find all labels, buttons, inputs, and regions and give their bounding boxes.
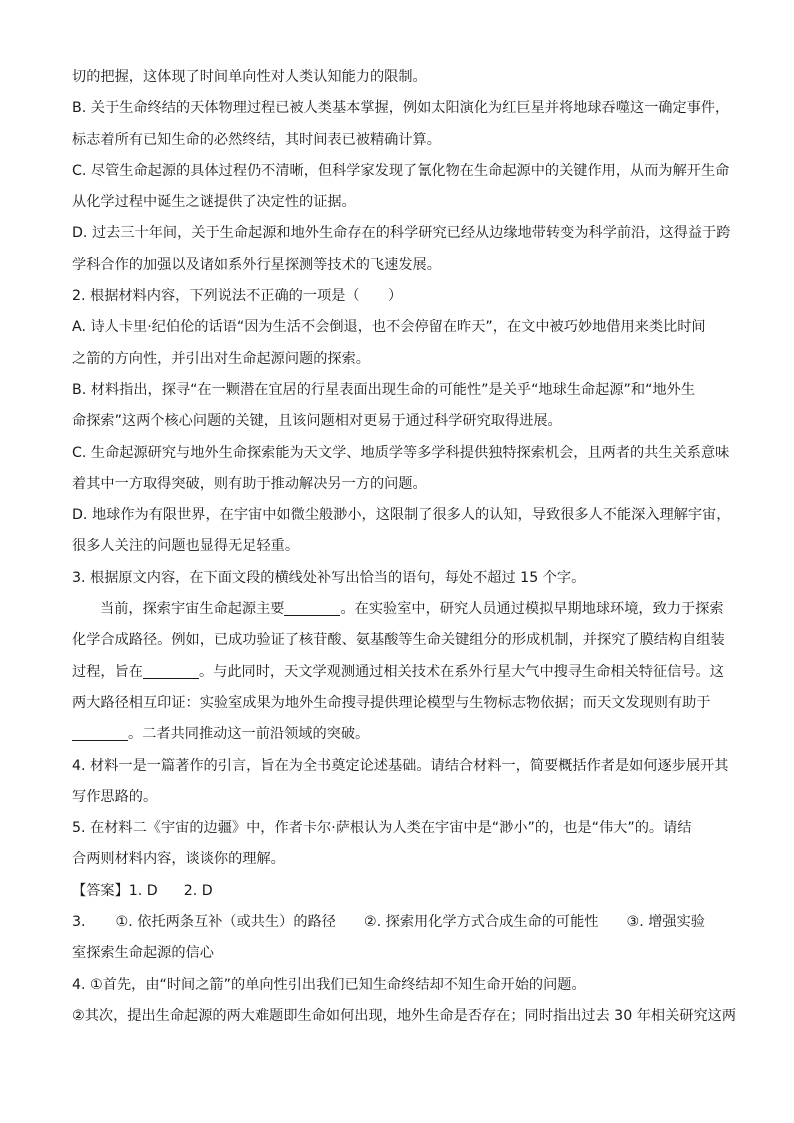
q2-option-d-line-1: D. 地球作为有限世界，在宇宙中如微尘般渺小，这限制了很多人的认知，导致很多人不能深入理解宇宙，	[72, 507, 731, 524]
fill-blank-1[interactable]	[284, 599, 340, 616]
answer-3-number: 3.	[72, 914, 86, 931]
q2-option-a-line-2: 之箭的方向性，并引出对生命起源问题的探索。	[72, 350, 370, 367]
q2-option-a-line-1: A. 诗人卡里·纪伯伦的话语“因为生活不会倒退，也不会停留在昨天”，在文中被巧妙地借用来类比时间	[72, 319, 706, 336]
answer-3-part-3: ③. 增强实验	[626, 914, 705, 931]
passage-text: 。与此同时，天文学观测通过相关技术在系外行星大气中搜寻生命相关特征信号。这	[198, 663, 724, 680]
text-line: 切的把握，这体现了时间单向性对人类认知能力的限制。	[72, 69, 427, 85]
passage-text: 过程，旨在	[72, 663, 143, 680]
fill-blank-3[interactable]	[72, 724, 128, 741]
q2-option-b-line-2: 命探索”这两个核心问题的关键，且该问题相对更易于通过科学研究取得进展。	[72, 413, 562, 430]
passage-line-1	[72, 594, 732, 625]
question-3-stem: 3. 根据原文内容，在下面文段的横线处补写出恰当的语句，每处不超过 15 个字。	[72, 569, 586, 586]
option-d-line-1: D. 过去三十年间，关于生命起源和地外生命存在的科学研究已经从边缘地带转变为科学前沿，这得益于跨	[72, 225, 731, 242]
answer-line-1	[72, 876, 732, 907]
q2-option-b-line-1: B. 材料指出，探寻“在一颗潜在宜居的行星表面出现生命的可能性”是关乎“地球生命起源”和“地外生	[72, 381, 696, 398]
option-b-line-2: 标志着所有已知生命的必然终结，其时间表已被精确计算。	[72, 131, 441, 148]
question-2-stem: 2. 根据材料内容，下列说法不正确的一项是（ ）	[72, 288, 403, 305]
passage-line-2: 化学合成路径。例如，已成功验证了核苷酸、氨基酸等生命关键组分的形成机制，并探究了膜结构自组装	[72, 632, 725, 649]
answer-3-part-1: ①. 依托两条互补（或共生）的路径	[115, 914, 336, 931]
option-b-line-1: B. 关于生命终结的天体物理过程已被人类基本掌握，例如太阳演化为红巨星并将地球吞噬这一确定事件，	[72, 100, 730, 117]
question-4-line-1: 4. 材料一是一篇著作的引言，旨在为全书奠定论述基础。请结合材料一，简要概括作者是如何逐步展开其	[72, 757, 729, 774]
q2-option-c-line-2: 着其中一方取得突破，则有助于推动解决另一方的问题。	[72, 475, 427, 492]
answer-4-line-2: ②其次，提出生命起源的两大难题即生命如何出现，地外生命是否存在；同时指出过去 30 年相关研究这两	[72, 1007, 737, 1024]
answer-2: 2. D	[183, 882, 213, 899]
passage-line-5	[72, 719, 732, 750]
answer-3-part-2: ②. 探索用化学方式合成生命的可能性	[363, 914, 599, 931]
q2-option-c-line-1: C. 生命起源研究与地外生命探索能为天文学、地质学等多学科提供独特探索机会，且两者的共生关系意味	[72, 444, 730, 461]
passage-text: 。在实验室中，研究人员通过模拟早期地球环境，致力于探索	[340, 601, 724, 618]
passage-text: 。二者共同推动这一前沿领域的突破。	[128, 726, 370, 743]
passage-text: 当前，探索宇宙生命起源主要	[100, 601, 285, 618]
answer-3-continuation: 室探索生命起源的信心	[72, 945, 214, 962]
question-5-line-2: 合两则材料内容，谈谈你的理解。	[72, 851, 285, 868]
answer-3-line	[72, 907, 732, 938]
question-5-line-1: 5. 在材料二《宇宙的边疆》中，作者卡尔·萨根认为人类在宇宙中是“渺小”的，也是“伟大”的。请结	[72, 820, 692, 837]
answer-4-line-1: 4. ①首先，由“时间之箭”的单向性引出我们已知生命终结却不知生命开始的问题。	[72, 976, 586, 993]
answer-tag: 【答案】	[72, 882, 129, 899]
passage-line-4: 两大路径相互印证：实验室成果为地外生命搜寻提供理论模型与生物标志物依据；而天文发现则有助于	[72, 694, 711, 711]
option-d-line-2: 学科合作的加强以及诸如系外行星探测等技术的飞速发展。	[72, 256, 441, 273]
option-c-line-1: C. 尽管生命起源的具体过程仍不清晰，但科学家发现了氰化物在生命起源中的关键作用，从而为解开生命	[72, 162, 730, 179]
document-page	[72, 62, 737, 1032]
passage-line-3	[72, 657, 732, 688]
fill-blank-2[interactable]	[143, 662, 199, 679]
question-4-line-2: 写作思路的。	[72, 788, 158, 805]
option-c-line-2: 从化学过程中诞生之谜提供了决定性的证据。	[72, 194, 356, 211]
q2-option-d-line-2: 很多人关注的问题也显得无足轻重。	[72, 538, 300, 555]
answer-1: 1. D	[128, 882, 158, 899]
